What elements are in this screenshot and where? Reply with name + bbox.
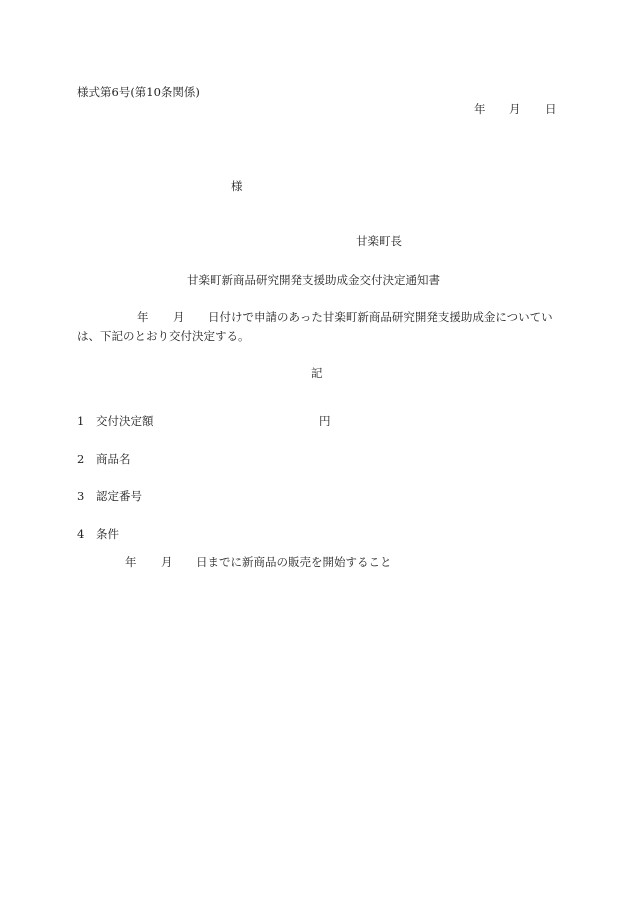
item-2-number: 2 [77,452,85,466]
document-title: 甘楽町新商品研究開発支援助成金交付決定通知書 [187,273,440,287]
body-line2: は、下記のとおり交付決定する。 [77,329,250,343]
item-4-label: 条件 [96,527,119,541]
body-line1: 日付けで申請のあった甘楽町新商品研究開発支援助成金についてい [208,310,553,324]
item-1-label: 交付決定額 [96,414,154,428]
condition-month: 月 [161,555,173,569]
item-2-label: 商品名 [96,452,131,466]
issuer: 甘楽町長 [356,234,402,248]
condition-text: 日までに新商品の販売を開始すること [196,555,392,569]
item-4-number: 4 [77,527,85,541]
form-number: 様式第6号(第10条関係) [77,85,200,99]
body-month: 月 [173,310,185,324]
item-3-number: 3 [77,489,85,503]
date-year: 年 [474,102,486,116]
item-1-number: 1 [77,414,85,428]
ki-heading: 記 [311,366,323,380]
item-3-label: 認定番号 [96,489,142,503]
addressee-suffix: 様 [231,179,243,193]
date-day: 日 [545,102,557,116]
condition-year: 年 [125,555,137,569]
item-1-unit: 円 [319,414,331,428]
body-year: 年 [137,310,149,324]
date-month: 月 [509,102,521,116]
